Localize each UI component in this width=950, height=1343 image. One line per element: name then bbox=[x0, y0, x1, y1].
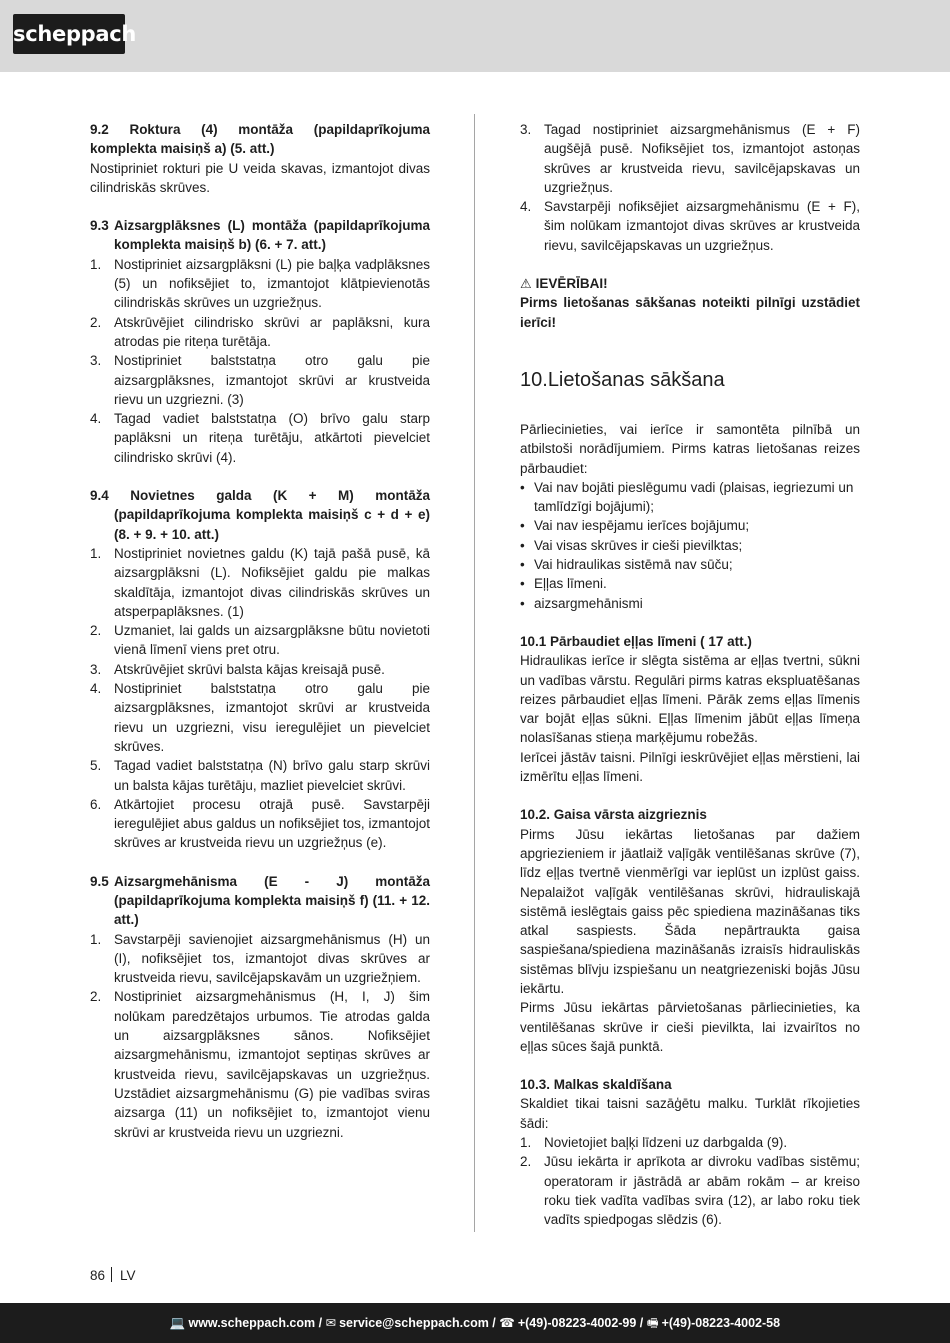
section-10-3 bbox=[520, 1075, 860, 1229]
right-column bbox=[520, 120, 860, 1230]
section-9-2 bbox=[90, 120, 430, 197]
list-item: 1. Savstarpēji savienojiet aizsargmehānismus (H) un (I), nofiksējiet tos, izmantojot divas skrūves ar krustveida rievu, savilcējapskavām un uzgriežņiem. bbox=[90, 931, 430, 986]
website-link[interactable]: www.scheppach.com / bbox=[188, 1316, 323, 1330]
checklist bbox=[520, 478, 860, 613]
page-number-area bbox=[90, 1266, 136, 1285]
list-item: • Vai nav bojāti pieslēgumu vadi (plaisas, iegriezumi un tamlīdzīgi bojājumi); bbox=[520, 479, 854, 515]
section-10-2-heading: 10.2. Gaisa vārsta aizgrieznis bbox=[520, 807, 707, 823]
phone-number: +(49)-08223-4002-99 / bbox=[517, 1316, 644, 1330]
section-10-2-paragraph: Pirms Jūsu iekārtas lietošanas par dažiem apgriezieniem ir jāatlaiž vaļīgāk ventilēšanas skrūve (7), līdz eļļas tvertnē vienmērīgi var ieplūst un izplūst gaiss. Nepalaižot vaļīgāk ventilēšanas skrūvi, hidrauliskajā sistēmā ieslēgtais gaiss pēc spiediena mazināšanas tiks atkal saspiests. Šāda nepārtraukta gaisa saspiešana/spiediena mazināšanās izraisīs hidrauliskās sistēmas blīvju izspiešanu un neatgriezeniski bojās Jūsu iekārtu. bbox=[520, 826, 860, 996]
column-divider bbox=[474, 114, 475, 1232]
section-9-3-heading bbox=[90, 216, 430, 255]
section-9-3 bbox=[90, 216, 430, 467]
list-item: 3. Atskrūvējiet skrūvi balsta kājas kreisajā pusē. bbox=[90, 661, 385, 677]
section-10-1-paragraph: Hidraulikas ierīce ir slēgta sistēma ar eļļas tvertni, sūkni un vadības vārstu. Regulāri pirms katras ekspluatēšanas reizes pārbaudiet eļļas līmeni. Pārāk zems eļļas līmenis var bojāt eļļas sūkni. Eļļas līmenim jābūt eļļas līmeņa nolasīšanas stieņa marķējumu robežās. bbox=[520, 653, 860, 746]
language-code: LV bbox=[120, 1268, 136, 1283]
steps-list bbox=[520, 1133, 860, 1229]
list-item: 6. Atkārtojiet procesu otrajā pusē. Savstarpēji ieregulējiet abus galdus un nofiksējiet tos, izmantojot skrūves ar krustveida rievu un uzgriežņus (e). bbox=[90, 796, 430, 851]
section-title: Aizsargmehānisma (E - J) montāža (papildaprīkojuma komplekta maisiņš f) (11. + 12. att.) bbox=[114, 873, 430, 928]
section-9-4 bbox=[90, 486, 430, 853]
section-title: Aizsargplāksnes (L) montāža (papildaprīkojuma komplekta maisiņš b) (6. + 7. att.) bbox=[114, 218, 430, 253]
contact-footer bbox=[0, 1303, 950, 1343]
steps-list bbox=[90, 544, 430, 853]
notice-body: Pirms lietošanas sākšanas noteikti pilnīgi uzstādiet ierīci! bbox=[520, 295, 860, 330]
section-10-3-heading: 10.3. Malkas skaldīšana bbox=[520, 1077, 672, 1093]
email-icon: ✉ bbox=[325, 1316, 337, 1330]
list-item: • Vai nav iespējamu ierīces bojājumu; bbox=[520, 518, 750, 534]
list-item: 5. Tagad vadiet balststatņa (N) brīvo galu starp skrūvi un balsta kājas turētāju, mazliet pievelciet skrūvi. bbox=[90, 758, 430, 793]
notice-box bbox=[520, 274, 860, 332]
list-item: • aizsargmehānismi bbox=[520, 595, 643, 611]
notice-title bbox=[520, 274, 860, 293]
section-9-4-heading: 9.4 Novietnes galda (K + M) montāža (papildaprīkojuma komplekta maisiņš c + d + e) (8. + 9. + 10. att.) bbox=[90, 488, 430, 542]
section-10 bbox=[520, 420, 860, 613]
fax-icon: 🖷 bbox=[646, 1316, 659, 1330]
section-10-2-paragraph: Pirms Jūsu iekārtas pārvietošanas pārliecinieties, ka ventilēšanas skrūve ir cieši pievilkta, lai izvairītos no eļļas sūces šajā punktā. bbox=[520, 1000, 860, 1054]
section-number: 10. bbox=[520, 368, 548, 391]
brand-logo: scheppach bbox=[13, 14, 125, 54]
list-item: • Vai visas skrūves ir cieši pievilktas; bbox=[520, 537, 743, 553]
fax-number: +(49)-08223-4002-58 bbox=[661, 1316, 781, 1330]
list-item: 4. Nostipriniet balststatņa otro galu pie aizsargplāksnes, izmantojot skrūvi ar krustveida rievu un uzgriezni, visu ieregulējiet un pievelciet skrūves. bbox=[90, 681, 430, 754]
notice-title-text: IEVĒRĪBAI! bbox=[535, 276, 608, 292]
list-item: 2. Nostipriniet aizsargmehānismus (H, I, J) šim nolūkam paredzētajos urbumos. Tie atrodas galda un aizsargplāksnes sānos. Nofiksējiet aizsargmehānismu, izmantojot septiņas skrūves ar krustveida rievu, savilcējapskavas un uzgriežņus. Uzstādiet aizsargmehānismu (G) pie vadības sviras aizsarga (11) un nofiksējiet to, izmantojot vienu skrūvi ar krustveida rievu un uzgriezni. bbox=[90, 989, 430, 1140]
section-9-2-body: Nostipriniet rokturi pie U veida skavas, izmantojot divas cilindriskās skrūves. bbox=[90, 160, 430, 195]
list-item: 2. Atskrūvējiet cilindrisko skrūvi ar paplāksni, kura atrodas pie riteņa turētāja. bbox=[90, 314, 430, 349]
list-item: 2. Jūsu iekārta ir aprīkota ar divroku vadības sistēmu; operatoram ir jāstrādā ar abām rokām – ar kreiso roku tiek vadīta vadības svira (12), ar labo roku tiek vadīts spiedpogas slēdzis (6). bbox=[520, 1154, 860, 1228]
list-item: • Eļļas līmeni. bbox=[520, 576, 607, 592]
list-item: • Vai hidraulikas sistēmā nav sūču; bbox=[520, 557, 733, 573]
steps-list bbox=[90, 255, 430, 467]
steps-list-continued bbox=[520, 120, 860, 255]
section-10-1 bbox=[520, 632, 860, 786]
list-item: 1. Nostipriniet aizsargplāksni (L) pie baļķa vadplāksnes (5) un nofiksējiet to, izmantojot klātpievienotās cilindriskās skrūves un uzgriežņus. bbox=[90, 256, 430, 311]
section-10-heading bbox=[520, 368, 860, 392]
section-title: Lietošanas sākšana bbox=[547, 368, 725, 391]
section-number: 9.3 bbox=[90, 218, 109, 234]
section-number: 9.5 bbox=[90, 873, 109, 889]
warning-icon: ⚠ bbox=[520, 276, 532, 292]
list-item: 2. Uzmaniet, lai galds un aizsargplāksne būtu novietoti vienā līmenī viens pret otru. bbox=[90, 623, 430, 658]
section-10-1-paragraph: Ierīcei jāstāv taisni. Pilnīgi ieskrūvējiet eļļas mērstieni, lai izmērītu eļļas līmeni. bbox=[520, 749, 860, 785]
section-9-5-heading bbox=[90, 872, 430, 930]
section-10-3-intro: Skaldiet tikai taisni sazāģētu malku. Turklāt rīkojieties šādi: bbox=[520, 1096, 860, 1131]
list-item: 1. Novietojiet baļķi līdzeni uz darbgalda (9). bbox=[520, 1135, 788, 1151]
page-number: 86 bbox=[90, 1268, 106, 1283]
separator bbox=[111, 1267, 112, 1282]
page-header bbox=[0, 0, 950, 72]
list-item: 3. Tagad nostipriniet aizsargmehānismus (E + F) augšējā pusē. Nofiksējiet tos, izmantojot astoņas skrūves ar krustveida rievu, savilcējapskavas un uzgriežņus. bbox=[520, 122, 860, 195]
list-item: 4. Savstarpēji nofiksējiet aizsargmehānismu (E + F), šim nolūkam izmantojot divas skrūves ar krustveida rievu, savilcējapskavas un uzgriežņus. bbox=[520, 199, 860, 253]
left-column bbox=[90, 120, 430, 1142]
section-10-2 bbox=[520, 805, 860, 1056]
list-item: 1. Nostipriniet novietnes galdu (K) tajā pašā pusē, kā aizsargplāksni (L). Nofiksējiet galdu pie malkas skaldītāja, izmantojot divas cilindriskās skrūves un atsperpaplāksnes. (1) bbox=[90, 545, 430, 619]
steps-list bbox=[90, 930, 430, 1142]
email-link[interactable]: service@scheppach.com / bbox=[339, 1316, 496, 1330]
list-item: 4. Tagad vadiet balststatņa (O) brīvo galu starp paplāksni un riteņa turētāju, atkārtoti pievelciet cilindrisko skrūvi (4). bbox=[90, 411, 430, 465]
section-9-2-heading: 9.2 Roktura (4) montāža (papildaprīkojuma komplekta maisiņš a) (5. att.) bbox=[90, 122, 430, 157]
computer-icon: 💻 bbox=[169, 1316, 186, 1330]
list-item: 3. Nostipriniet balststatņa otro galu pie aizsargplāksnes, izmantojot skrūvi ar krustveida rievu un uzgriezni. (3) bbox=[90, 353, 430, 407]
phone-icon: ☎ bbox=[499, 1316, 515, 1330]
section-10-intro: Pārliecinieties, vai ierīce ir samontēta pilnībā un atbilstoši norādījumiem. Pirms katras lietošanas reizes pārbaudiet: bbox=[520, 421, 860, 476]
section-10-1-heading: 10.1 Pārbaudiet eļļas līmeni ( 17 att.) bbox=[520, 633, 752, 649]
section-9-5 bbox=[90, 872, 430, 1142]
